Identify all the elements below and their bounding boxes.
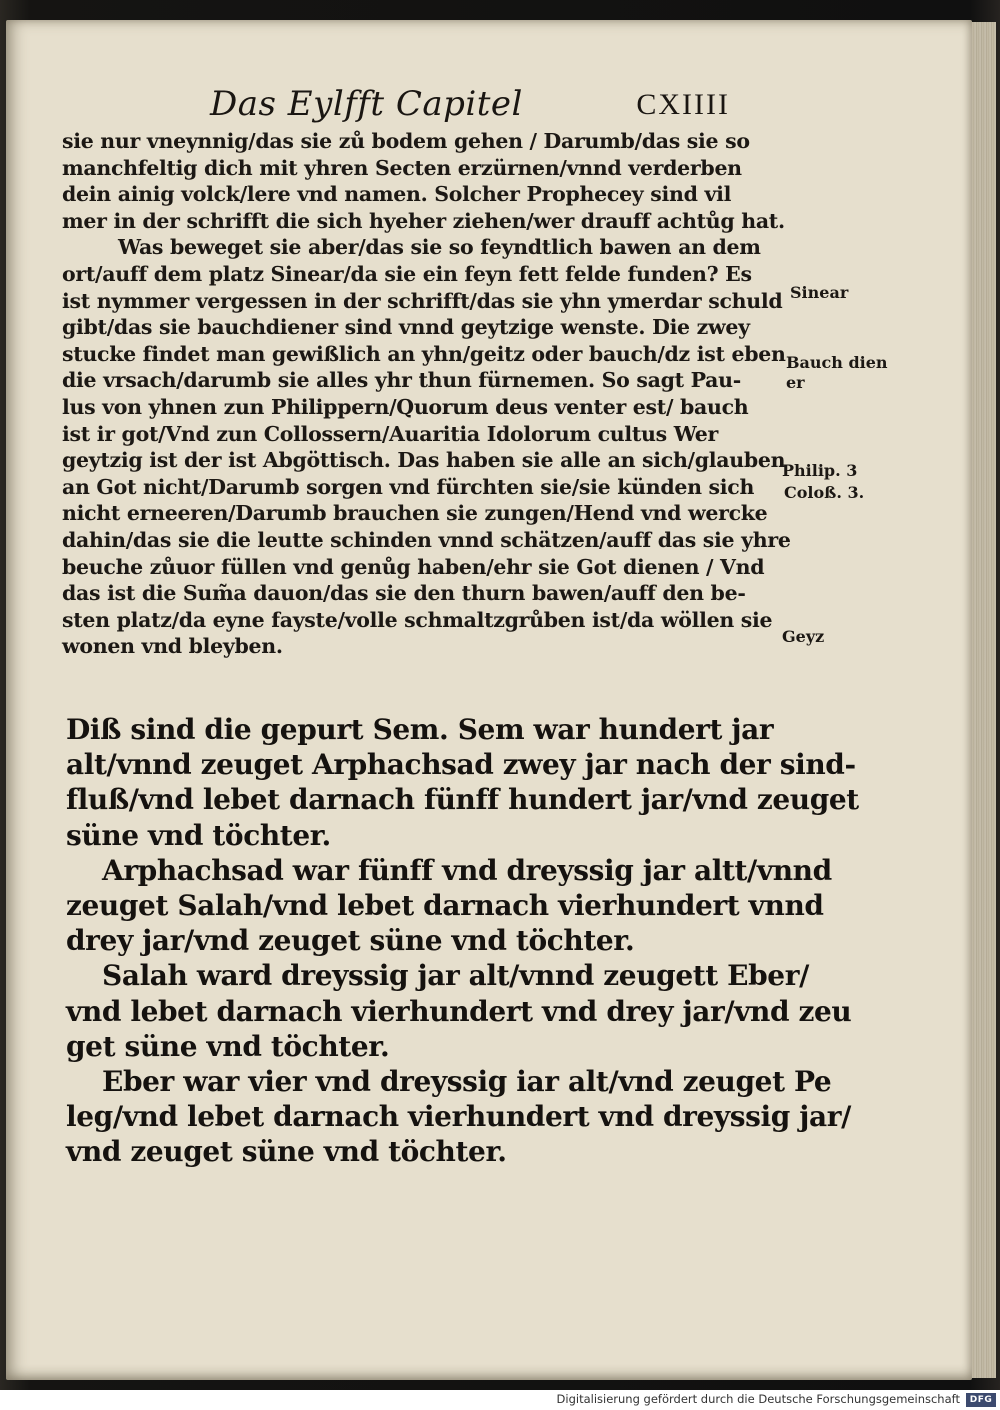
margin-note-colos: Coloß. 3. [784, 483, 865, 502]
commentary-block [62, 128, 791, 660]
verse-line: alt/vnnd zeuget Arphachsad zwey jar nach der sind- [66, 748, 856, 782]
verse-line: Salah ward dreyssig jar alt/vnnd zeugett Eber/ [102, 959, 809, 993]
margin-note-geyz: Geyz [782, 627, 825, 646]
text-line: dahin/das sie die leutte schinden vnnd schätzen/auff das sie yhre [62, 527, 791, 552]
verse-line: get süne vnd töchter. [66, 1029, 390, 1063]
text-line: stucke findet man gewißlich an yhn/geitz oder bauch/dz ist eben [62, 341, 786, 366]
text-line: ort/auff dem platz Sinear/da sie ein feyn fett felde funden? Es [62, 261, 752, 286]
text-line: mer in der schrifft die sich hyeher ziehen/wer drauff achtůg hat. [62, 208, 785, 233]
running-header [210, 84, 730, 130]
verse-line: Arphachsad war fünff vnd dreyssig jar altt/vnnd [102, 853, 832, 887]
margin-note-philip: Philip. 3 [782, 461, 858, 480]
page-edges [972, 22, 996, 1378]
footer-bar [0, 1390, 1000, 1410]
folio-number: CXIIII [636, 88, 730, 121]
text-line: ist nymmer vergessen in der schrifft/das sie yhn ymerdar schuld [62, 288, 783, 313]
verse-line: vnd zeuget süne vnd töchter. [66, 1135, 507, 1169]
text-line: das ist die Sum̃a dauon/das sie den thurn bawen/auff den be- [62, 581, 746, 606]
verse-line: leg/vnd lebet darnach vierhundert vnd dreyssig jar/ [66, 1100, 851, 1134]
margin-note-bauchdiener-cont: er [786, 373, 805, 392]
text-line: ist ir got/Vnd zun Collossern/Auaritia Idolorum cultus Wer [62, 421, 719, 446]
verse-line: süne vnd töchter. [66, 818, 331, 852]
text-line: beuche zůuor füllen vnd genůg haben/ehr sie Got dienen / Vnd [62, 554, 765, 579]
text-line: manchfeltig dich mit yhren Secten erzürnen/vnnd verderben [62, 155, 742, 180]
verse-line: zeuget Salah/vnd lebet darnach vierhundert vnnd [66, 889, 824, 923]
dfg-logo-icon: DFG [966, 1393, 996, 1407]
funding-credit: Digitalisierung gefördert durch die Deutsche Forschungsgemeinschaft [556, 1392, 960, 1406]
verse-line: drey jar/vnd zeuget süne vnd töchter. [66, 924, 635, 958]
verse-line: Eber war vier vnd dreyssig iar alt/vnd zeuget Pe [102, 1065, 832, 1099]
text-line: Was beweget sie aber/das sie so feyndtlich bawen an dem [118, 235, 761, 260]
verse-line: fluß/vnd lebet darnach fünff hundert jar/vnd zeuget [66, 783, 859, 817]
text-line: wonen vnd bleyben. [62, 634, 283, 659]
verse-line: Diß sind die gepurt Sem. Sem war hundert jar [66, 713, 774, 746]
text-line: die vrsach/darumb sie alles yhr thun fürnemen. So sagt Pau- [62, 368, 741, 393]
chapter-title: Das Eylfft Capitel [210, 84, 523, 124]
margin-note-bauchdiener: Bauch dien [786, 353, 888, 372]
text-line: sie nur vneynnig/das sie zů bodem gehen / Darumb/das sie so [62, 129, 750, 153]
text-line: dein ainig volck/lere vnd namen. Solcher Prophecey sind vil [62, 182, 732, 207]
text-line: lus von yhnen zun Philippern/Quorum deus venter est/ bauch [62, 394, 749, 419]
text-line: gibt/das sie bauchdiener sind vnnd geytzige wenste. Die zwey [62, 315, 750, 340]
margin-note-sinear: Sinear [790, 283, 849, 302]
scripture-block [66, 712, 859, 1170]
text-line: geytzig ist der ist Abgöttisch. Das haben sie alle an sich/glauben [62, 448, 786, 473]
verse-line: vnd lebet darnach vierhundert vnd drey jar/vnd zeu [66, 994, 852, 1028]
text-line: nicht erneeren/Darumb brauchen sie zungen/Hend vnd wercke [62, 501, 768, 526]
text-line: an Got nicht/Darumb sorgen vnd fürchten sie/sie künden sich [62, 474, 755, 499]
text-line: sten platz/da eyne fayste/volle schmaltzgrůben ist/da wöllen sie [62, 607, 773, 632]
